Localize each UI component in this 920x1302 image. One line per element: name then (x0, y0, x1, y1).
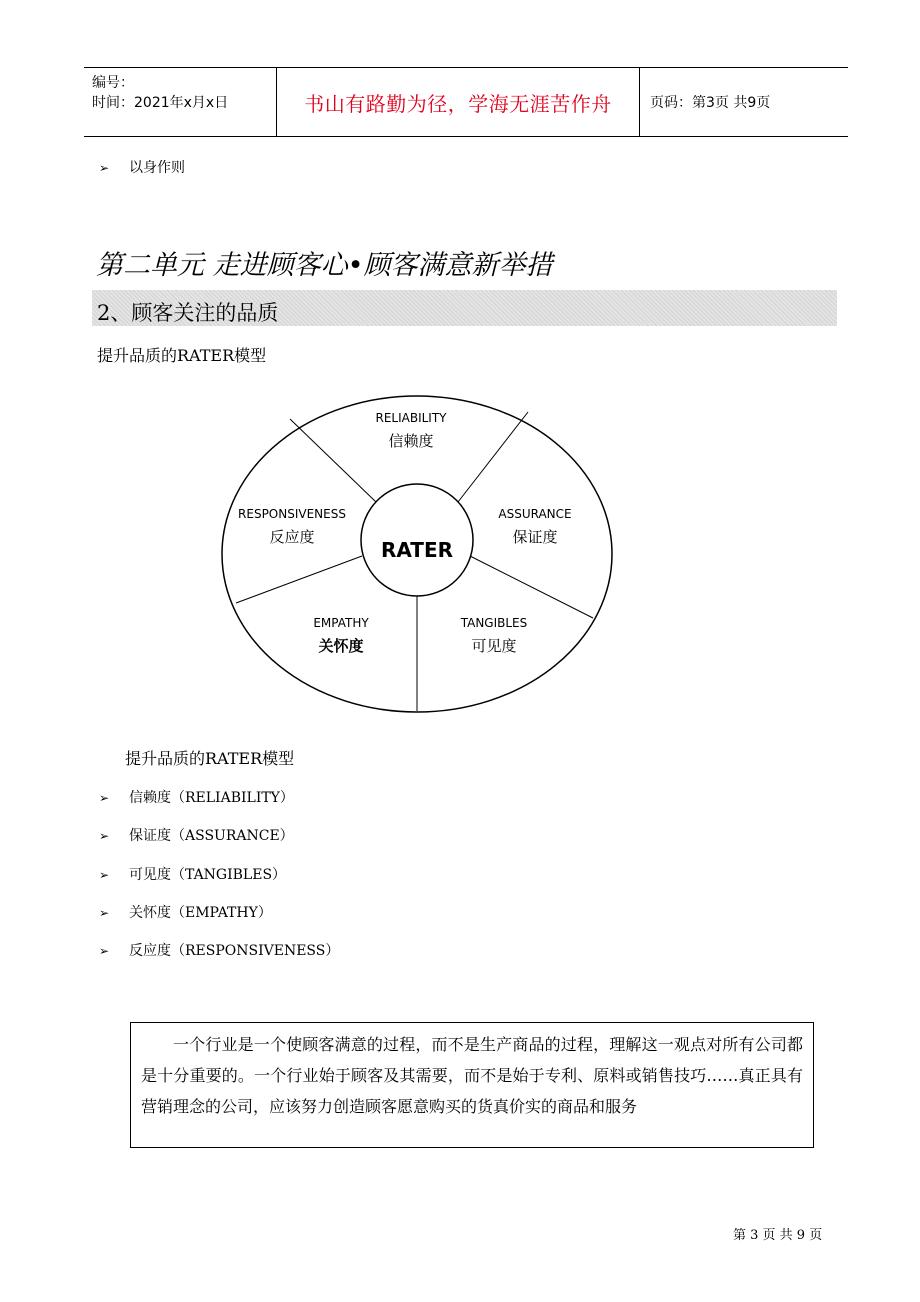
divider-line (236, 556, 362, 603)
arrow-bullet-icon: ➢ (99, 944, 110, 958)
list-item-text: 以身作则 (129, 160, 185, 176)
quote-box (130, 1022, 814, 1148)
section-title: 2、顾客关注的品质 (97, 301, 279, 325)
list-item (99, 787, 294, 807)
center-label: RATER (380, 538, 454, 562)
divider-line (290, 419, 376, 502)
document-date-label: 时间：2021年x月x日 (92, 95, 229, 111)
segment-label-zh: 关怀度 (318, 637, 364, 655)
list-item-text: 关怀度（EMPATHY） (129, 905, 272, 921)
divider-line (458, 412, 528, 502)
arrow-bullet-icon: ➢ (99, 161, 110, 175)
segment-label-en: TANGIBLES (460, 616, 528, 630)
segment-label-zh: 保证度 (512, 528, 558, 546)
list-item (99, 825, 294, 845)
list-item (99, 864, 286, 884)
arrow-bullet-icon: ➢ (99, 829, 110, 843)
diagram-caption: 提升品质的RATER模型 (97, 346, 267, 365)
list-item (99, 902, 272, 922)
divider-line (470, 556, 593, 618)
header-page-code: 页码：第3页 共9页 (650, 95, 771, 111)
segment-label-en: RESPONSIVENESS (238, 507, 346, 521)
quote-text: 一个行业是一个使顾客满意的过程，而不是生产商品的过程，理解这一观点对所有公司都是十分重要的。一个行业始于顾客及其需要，而不是始于专利、原料或销售技巧……真正具有营销理念的公司，应该努力创造顾客愿意购买的货真价实的商品和服务 (141, 1035, 803, 1116)
page-footer: 第 3 页 共 9 页 (733, 1228, 823, 1243)
list-item-text: 信赖度（RELIABILITY） (129, 790, 294, 806)
segment-label-en: ASSURANCE (498, 507, 572, 521)
segment-label-zh: 反应度 (269, 528, 315, 546)
document-number-label: 编号： (92, 75, 134, 91)
segment-label-en: RELIABILITY (375, 411, 447, 425)
arrow-bullet-icon: ➢ (99, 868, 110, 882)
header-motto: 书山有路勤为径，学海无涯苦作舟 (304, 91, 612, 116)
segment-label-en: EMPATHY (313, 616, 369, 630)
list-item-text: 可见度（TANGIBLES） (129, 867, 287, 883)
list-caption: 提升品质的RATER模型 (125, 749, 295, 768)
arrow-bullet-icon: ➢ (99, 906, 110, 920)
segment-label-zh: 信赖度 (388, 432, 434, 450)
list-item-text: 反应度（RESPONSIVENESS） (129, 943, 340, 959)
list-item (99, 940, 339, 960)
list-item-text: 保证度（ASSURANCE） (129, 828, 294, 844)
unit-title: 第二单元 走进顾客心•顾客满意新举措 (96, 250, 553, 281)
segment-label-zh: 可见度 (471, 637, 517, 655)
arrow-bullet-icon: ➢ (99, 791, 110, 805)
